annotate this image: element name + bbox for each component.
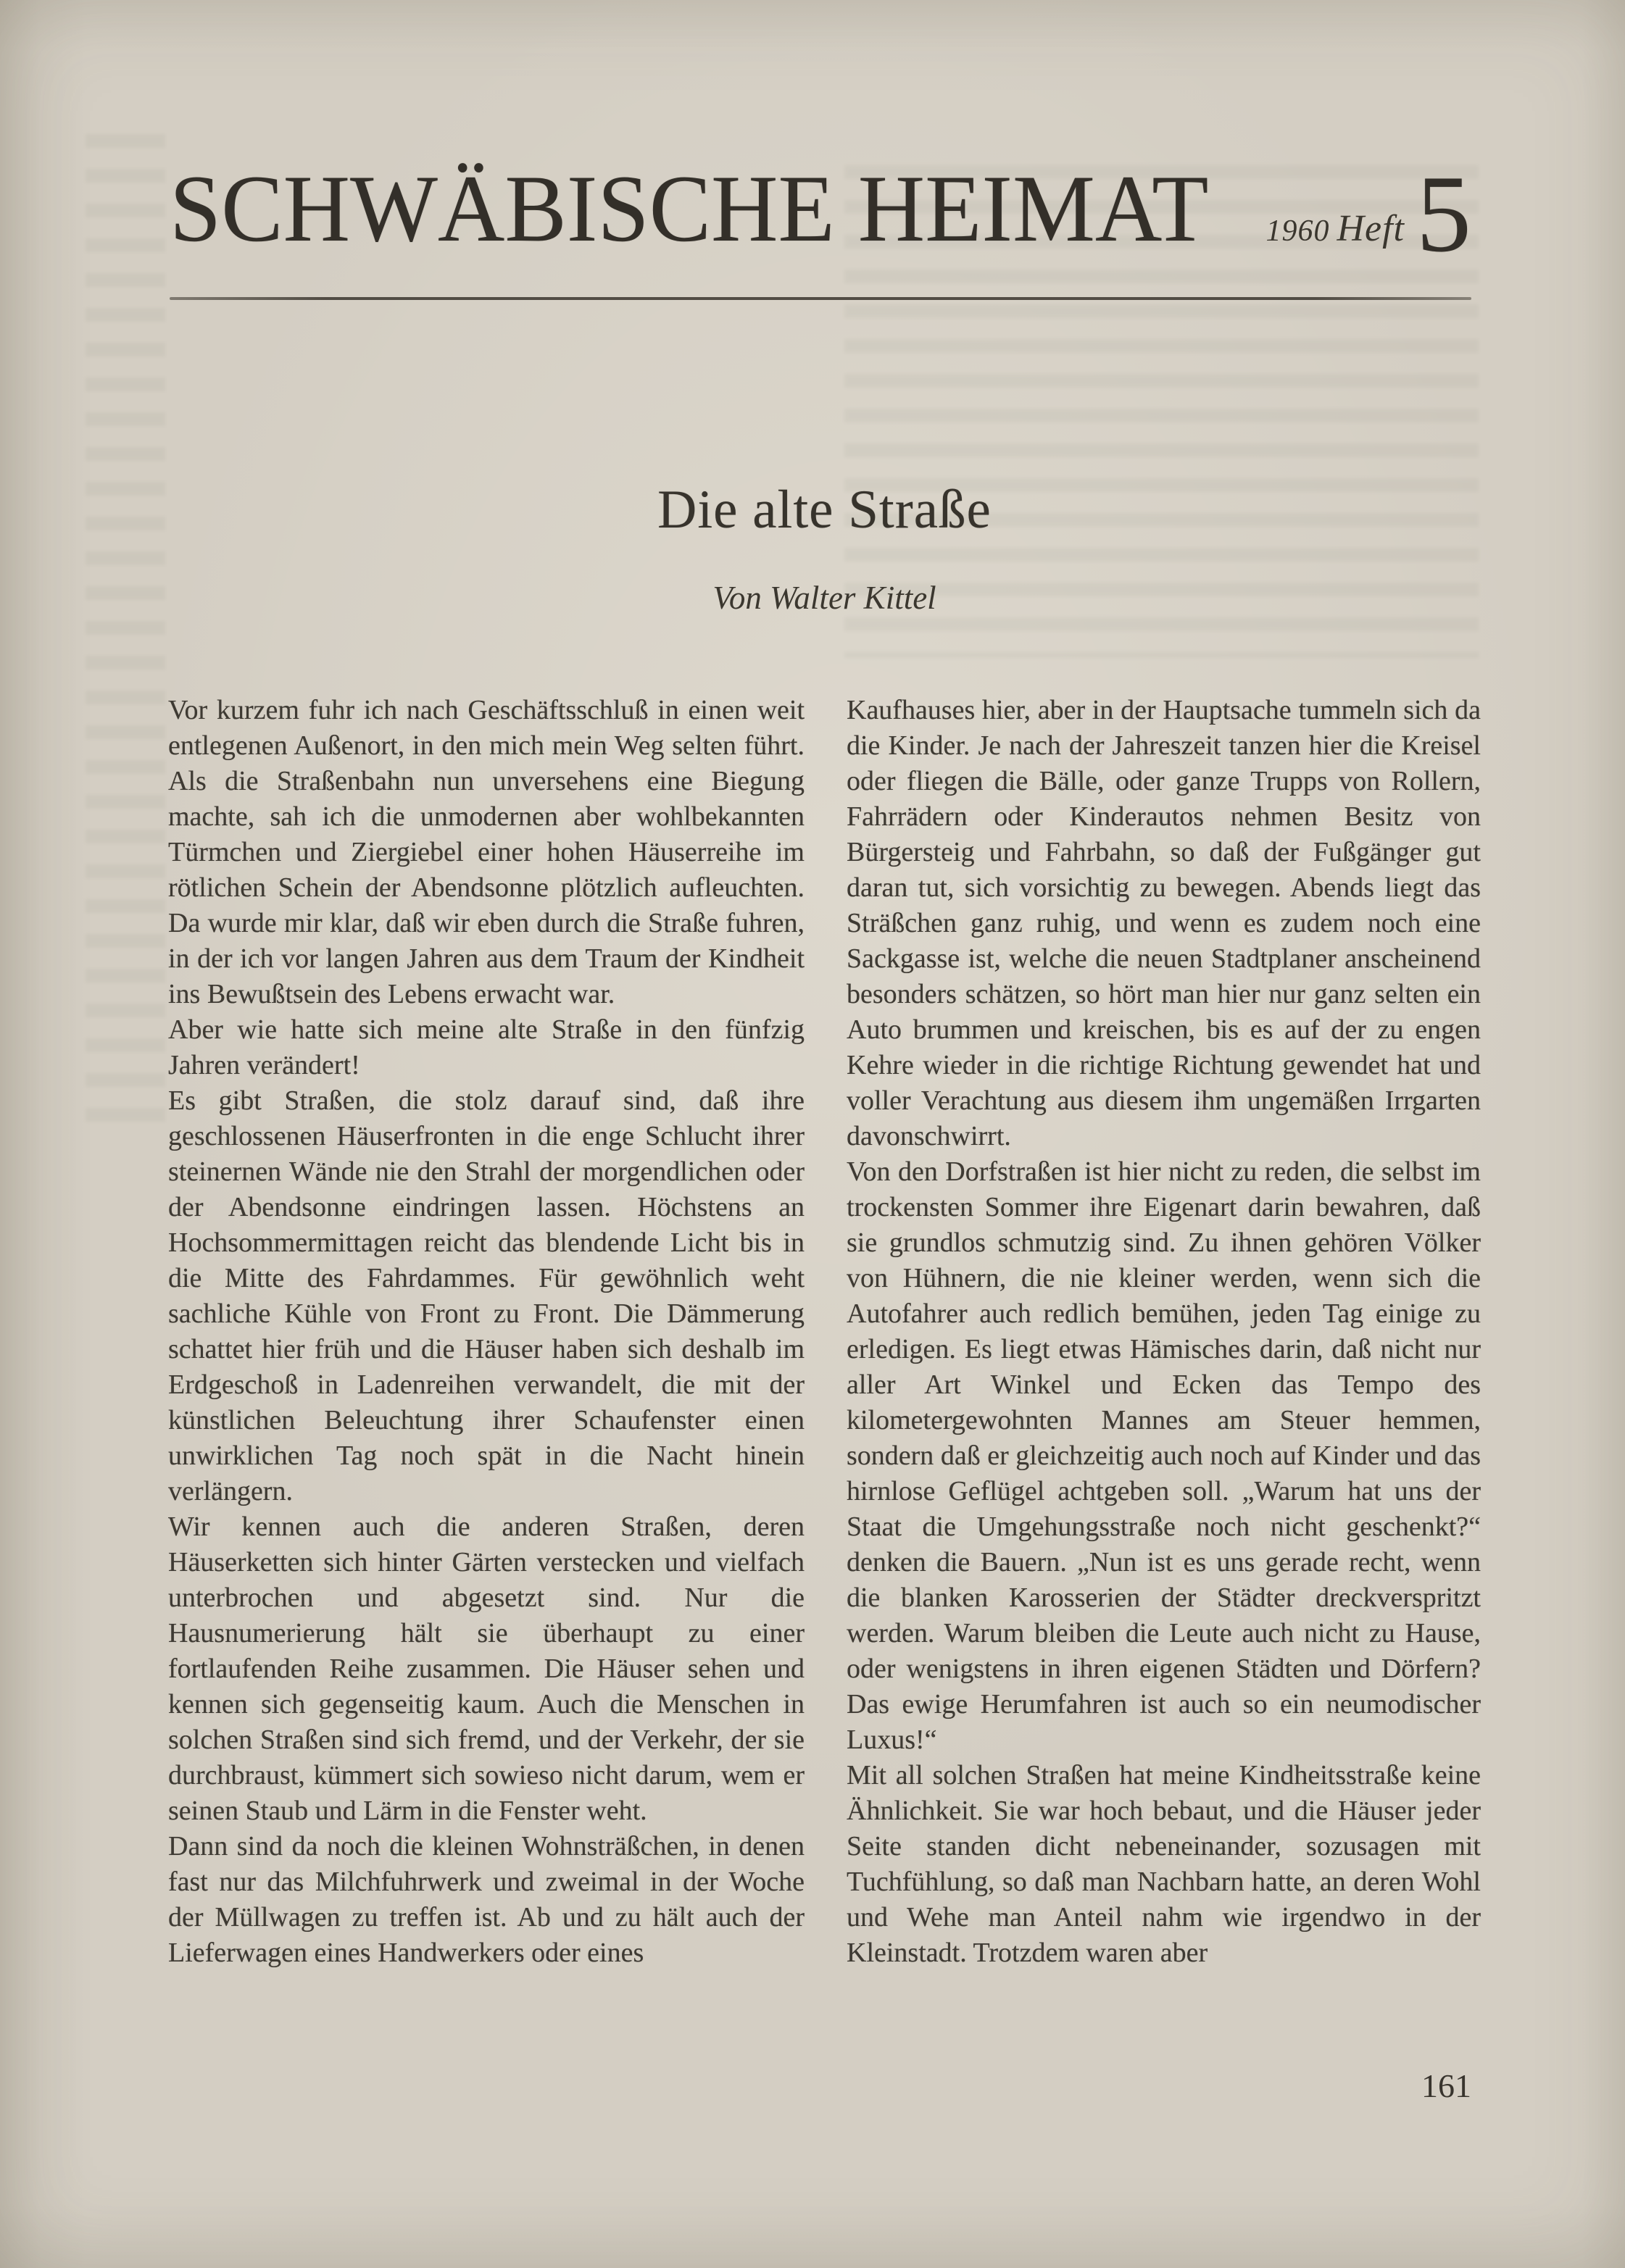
paragraph: Aber wie hatte sich meine alte Straße in den fünfzig Jahren verändert! [168, 1014, 805, 1080]
issue-info [1265, 207, 1405, 250]
masthead [170, 149, 1471, 275]
showthrough-left-margin [86, 134, 165, 1127]
column-left [168, 693, 805, 1971]
issue-number: 5 [1416, 153, 1471, 275]
paragraph: Vor kurzem fuhr ich nach Geschäftsschluß in einen weit entlegenen Außenort, in den mich mein Weg selten führt. Als die Straßenbahn nun unversehens eine Biegung machte, sah ich die unmodernen aber wohlbekannten Türmchen und Ziergiebel einer hohen Häuserreihe im rötlichen Schein der Abendsonne plötzlich aufleuchten. Da wurde mir klar, daß wir eben durch die Straße fuhren, in der ich vor langen Jahren aus dem Traum der Kindheit ins Bewußtsein des Lebens erwacht war. [168, 695, 805, 1009]
paragraph: Es gibt Straßen, die stolz darauf sind, daß ihre geschlossenen Häuserfronten in die enge Schlucht ihrer steinernen Wände nie den Strahl der morgendlichen oder der Abendsonne eindringen lassen. Höchstens an Hochsommermittagen reicht das blendende Licht bis in die Mitte des Fahrdammes. Für gewöhnlich weht sachliche Kühle von Front zu Front. Die Dämmerung schattet hier früh und die Häuser haben sich deshalb im Erdgeschoß in Ladenreihen verwandelt, die mit der künstlichen Beleuchtung ihrer Schaufenster einen unwirklichen Tag noch spät in die Nacht hinein verlängern. [168, 1085, 805, 1506]
column-right [847, 693, 1481, 1971]
issue-year: 1960 [1265, 214, 1330, 248]
paragraph: Dann sind da noch die kleinen Wohnsträßchen, in denen fast nur das Milchfuhrwerk und zweimal in der Woche der Müllwagen zu treffen ist. Ab und zu hält auch der Lieferwagen eines Handwerkers oder eines [168, 1831, 805, 1968]
article-byline: Von Walter Kittel [712, 580, 936, 616]
issue-label: Heft [1337, 208, 1405, 249]
masthead-rule [170, 297, 1471, 300]
magazine-title: SCHWÄBISCHE HEIMAT [170, 155, 1209, 262]
paragraph: Wir kennen auch die anderen Straßen, deren Häuserketten sich hinter Gärten verstecken und vielfach unterbrochen und abgesetzt sind. Nur die Hausnumerierung hält sie überhaupt zu einer fortlaufenden Reihe zusammen. Die Häuser sehen und kennen sich gegenseitig kaum. Auch die Menschen in solchen Straßen sind sich fremd, und der Verkehr, der sie durchbraust, kümmert sich sowieso nicht darum, wem er seinen Staub und Lärm in die Fenster weht. [168, 1512, 805, 1826]
page-number: 161 [1421, 2067, 1471, 2104]
article-title: Die alte Straße [657, 480, 992, 540]
article-body [168, 693, 1481, 1971]
paragraph: Kaufhauses hier, aber in der Hauptsache tummeln sich da die Kinder. Je nach der Jahreszeit tanzen hier die Kreisel oder fliegen die Bälle, oder ganze Trupps von Rollern, Fahrrädern oder Kinderautos nehmen Besitz von Bürgersteig und Fahrbahn, so daß der Fußgänger gut daran tut, sich vorsichtig zu bewegen. Abends liegt das Sträßchen ganz ruhig, und wenn es zudem noch eine Sackgasse ist, welche die neuen Stadtplaner anscheinend besonders schätzen, so hört man hier nur ganz selten ein Auto brummen und kreischen, bis es auf der zu engen Kehre wieder in die richtige Richtung gewendet hat und voller Verachtung aus diesem ihm ungemäßen Irrgarten davonschwirrt. [847, 695, 1481, 1151]
paragraph: Von den Dorfstraßen ist hier nicht zu reden, die selbst im trockensten Sommer ihre Eigenart darin bewahren, daß sie grundlos schmutzig sind. Zu ihnen gehören Völker von Hühnern, die nie kleiner werden, wenn sich die Autofahrer auch redlich bemühen, jeden Tag einige zu erledigen. Es liegt etwas Hämisches darin, daß nicht nur aller Art Winkel und Ecken das Tempo des kilometergewohnten Mannes am Steuer hemmen, sondern daß er gleichzeitig auch noch auf Kinder und das hirnlose Geflügel achtgeben soll. „Warum hat uns der Staat die Umgehungsstraße noch nicht geschenkt?“ denken die Bauern. „Nun ist es uns gerade recht, wenn die blanken Karosserien der Städter dreckverspritzt werden. Warum bleiben die Leute auch nicht zu Hause, oder wenigstens in ihren eigenen Städten und Dörfern? Das ewige Herumfahren ist auch so ein neumodischer Luxus!“ [847, 1156, 1481, 1755]
paragraph: Mit all solchen Straßen hat meine Kindheitsstraße keine Ähnlichkeit. Sie war hoch bebaut, und die Häuser jeder Seite standen dicht nebeneinander, sozusagen mit Tuchfühlung, so daß man Nachbarn hatte, an deren Wohl und Wehe man Anteil nahm wie irgendwo in der Kleinstadt. Trotzdem waren aber [847, 1760, 1481, 1968]
